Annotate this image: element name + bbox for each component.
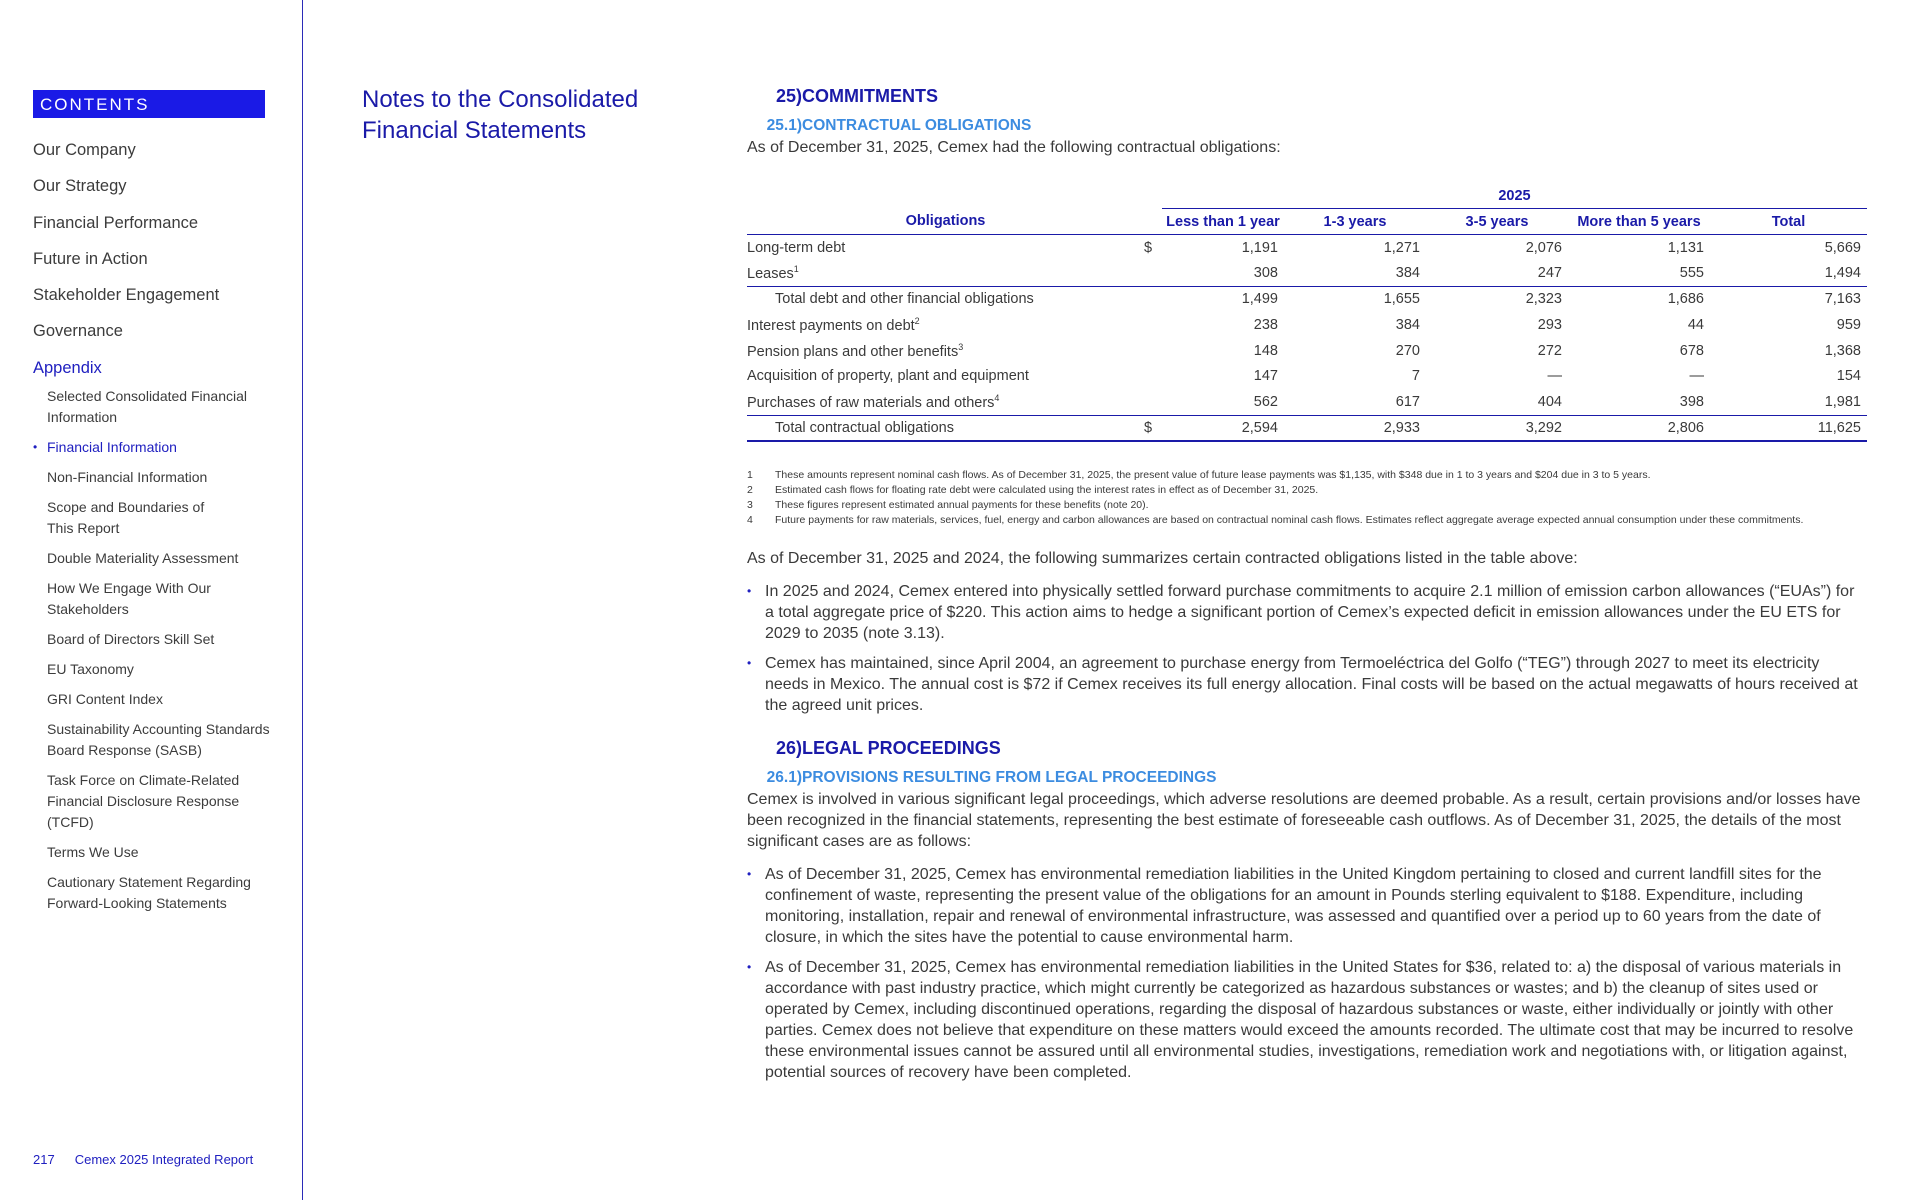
bullet-icon: • — [747, 583, 752, 598]
cell-value: 238 — [1253, 316, 1278, 333]
cell-value: — — [1689, 368, 1704, 385]
cell-value: 293 — [1537, 316, 1562, 333]
sidebar — [0, 0, 303, 1200]
col-header-less-than-1-year: Less than 1 year — [1162, 209, 1284, 235]
section-number: 26) — [775, 737, 802, 758]
cell-value: 7 — [1411, 368, 1420, 385]
bullet-icon: • — [747, 959, 752, 974]
table-row — [747, 364, 1867, 390]
table-row — [747, 312, 1867, 338]
table-subtotal-row — [747, 286, 1867, 312]
cell-value: 2,933 — [1284, 415, 1426, 441]
subnav-item-scope-boundaries[interactable]: Scope and Boundaries of This Report — [47, 499, 205, 536]
cell-value: 272 — [1537, 342, 1562, 359]
appendix-subnav — [33, 386, 295, 923]
footnote-number: 1 — [747, 468, 753, 481]
subnav-item-board-skill-set[interactable]: Board of Directors Skill Set — [47, 631, 215, 647]
currency-sign: $ — [1144, 415, 1162, 441]
subnav-item-selected-financial-info[interactable]: Selected Consolidated Financial Information — [47, 388, 248, 425]
cell-value: 11,625 — [1710, 415, 1867, 441]
nav-item-governance[interactable]: Governance — [33, 322, 123, 341]
bullet-icon: • — [747, 655, 752, 670]
footnote-text: Future payments for raw materials, services, fuel, energy and carbon allowances are based on contractual nominal cash flows. Estimates reflect aggregate average expected annual consumption under these commitments. — [775, 513, 1804, 526]
section-title: COMMITMENTS — [802, 86, 938, 106]
cell-value: 247 — [1537, 265, 1562, 282]
footnote-ref: 3 — [958, 341, 964, 352]
nav-item-our-company[interactable]: Our Company — [33, 141, 136, 159]
subnav-item-eu-taxonomy[interactable]: EU Taxonomy — [47, 661, 134, 677]
nav-item-appendix[interactable]: Appendix — [33, 358, 102, 377]
list-item — [747, 653, 1867, 716]
legal-intro: Cemex is involved in various significant legal proceedings, which adverse resolutions are deemed probable. As a result, certain provisions and/or losses have been recognized in the financial statements, representing the best estimate of foreseeable cash outflows. As of December 31, 2025, the details of the most significant cases are as follows: — [747, 790, 1861, 850]
subsection-title: CONTRACTUAL OBLIGATIONS — [802, 117, 1032, 134]
col-header-3-5-years: 3-5 years — [1426, 209, 1568, 235]
footnote-ref: 1 — [793, 264, 799, 275]
section-title: LEGAL PROCEEDINGS — [802, 737, 1001, 758]
list-item-text: As of December 31, 2025, Cemex has environmental remediation liabilities in the United States for $36, related to: a) the disposal of various materials in accordance with past industry practice, which might currently be categorized as hazardous substances or wastes; and b) the cleanup of sites used or operated by Cemex, including discontinued operations, regarding the disposal of hazardous substances or waste, either individually or jointly with other parties. Cemex does not believe that expenditure on these matters would exceed the amounts recorded. The ultimate cost that may be incurred to resolve these environmental issues cannot be assured until all environmental studies, investigations, remediation work and negotiations with, or litigation against, potential sources of recovery have been completed. — [765, 958, 1854, 1081]
currency-sign: $ — [1144, 239, 1153, 256]
active-bullet-icon: • — [33, 440, 38, 454]
main-content — [747, 86, 1867, 1092]
cell-value: 270 — [1395, 342, 1420, 359]
row-label: Purchases of raw materials and others — [747, 394, 995, 411]
summary-bullets — [747, 581, 1867, 716]
footnote-text: Estimated cash flows for floating rate debt were calculated using the interest rates in effect as of December 31, 2025. — [775, 483, 1319, 496]
currency-sign — [1144, 312, 1162, 338]
nav-item-financial-performance[interactable]: Financial Performance — [33, 213, 199, 232]
subnav-item-tcfd[interactable]: Task Force on Climate-Related Financial Disclosure Response (TCFD) — [47, 772, 240, 830]
footnote — [747, 498, 1867, 513]
main-nav — [33, 136, 293, 390]
list-item — [747, 864, 1867, 948]
row-label: Interest payments on debt — [747, 317, 915, 334]
row-label: Total contractual obligations — [775, 419, 954, 436]
cell-value: 404 — [1537, 394, 1562, 411]
bullet-icon: • — [747, 866, 752, 881]
cell-value: 7,163 — [1710, 286, 1867, 312]
subnav-item-financial-information[interactable] — [33, 437, 295, 458]
list-item-text: In 2025 and 2024, Cemex entered into physically settled forward purchase commitments to acquire 2.1 million of emission carbon allowances (“EUAs”) for a total aggregate price of $220. This action aims to hedge a significant portion of Cemex’s expected deficit in emission allowances under the EU ETS for 2029 to 2035 (note 3.13). — [765, 582, 1855, 642]
footnote-text: These amounts represent nominal cash flows. As of December 31, 2025, the present value of future lease payments was $1,135, with $348 due in 1 to 3 years and $204 due in 3 to 5 years. — [775, 468, 1651, 481]
footnote — [747, 513, 1867, 528]
cell-value: 2,806 — [1568, 415, 1710, 441]
table-footnotes — [747, 468, 1867, 528]
subnav-item-label: Financial Information — [47, 439, 177, 455]
cell-value: 1,131 — [1667, 239, 1704, 256]
cell-value: 617 — [1395, 394, 1420, 411]
footnote — [747, 468, 1867, 483]
col-header-more-than-5-years: More than 5 years — [1568, 209, 1710, 235]
row-label: Pension plans and other benefits — [747, 343, 959, 360]
subnav-item-non-financial-info[interactable]: Non-Financial Information — [47, 469, 208, 485]
page-title: Notes to the Consolidated Financial Statements — [362, 86, 639, 144]
cell-value: 562 — [1253, 394, 1278, 411]
subnav-item-cautionary-statement[interactable]: Cautionary Statement Regarding Forward-Looking Statements — [47, 874, 251, 911]
cell-value: 1,499 — [1162, 286, 1284, 312]
nav-item-our-strategy[interactable]: Our Strategy — [33, 177, 127, 196]
cell-value: 308 — [1253, 265, 1278, 282]
cell-value: 2,076 — [1525, 239, 1562, 256]
cell-value: 1,981 — [1824, 394, 1861, 411]
cell-value: 2,594 — [1162, 415, 1284, 441]
footnote-ref: 2 — [914, 315, 920, 326]
footnote-number: 2 — [747, 483, 753, 496]
table-year-header: 2025 — [1162, 183, 1867, 209]
cell-value: 44 — [1687, 316, 1704, 333]
footnote-number: 4 — [747, 513, 753, 526]
currency-sign — [1144, 364, 1162, 390]
list-item-text: Cemex has maintained, since April 2004, an agreement to purchase energy from Termoeléctrica del Golfo (“TEG”) through 2027 to meet its electricity needs in Mexico. The annual cost is $72 if Cemex receives its full energy allocation. Final costs will be based on the actual megawatts of hours received at the agreed unit prices. — [765, 654, 1858, 714]
cell-value: 959 — [1836, 316, 1861, 333]
row-label: Leases — [747, 265, 794, 282]
col-header-total: Total — [1710, 209, 1867, 235]
footnote-ref: 4 — [994, 393, 1000, 404]
subnav-item-sasb[interactable]: Sustainability Accounting Standards Board Response (SASB) — [47, 721, 270, 758]
footnote — [747, 483, 1867, 498]
cell-value: 1,655 — [1284, 286, 1426, 312]
table-row — [747, 338, 1867, 364]
page-number: 217 — [33, 1152, 55, 1167]
subnav-item-gri-index[interactable]: GRI Content Index — [47, 691, 163, 707]
cell-value: 148 — [1253, 342, 1278, 359]
footnote-text: These figures represent estimated annual payments for these benefits (note 20). — [775, 498, 1149, 511]
subsection-heading-contractual — [747, 117, 1867, 137]
cell-value: 154 — [1836, 368, 1861, 385]
subsection-number: 26.1) — [766, 768, 802, 786]
row-label: Long-term debt — [747, 239, 846, 256]
legal-bullets — [747, 864, 1867, 1083]
subnav-item-stakeholders[interactable]: How We Engage With Our Stakeholders — [47, 580, 211, 617]
nav-item-future-in-action[interactable]: Future in Action — [33, 249, 148, 268]
cell-value: 678 — [1679, 342, 1704, 359]
cell-value: 5,669 — [1824, 239, 1861, 256]
table-header-row — [747, 209, 1867, 235]
cell-value: 1,191 — [1241, 239, 1278, 256]
cell-value: 147 — [1253, 368, 1278, 385]
row-label: Total debt and other financial obligations — [775, 291, 1034, 308]
contents-label[interactable]: CONTENTS — [33, 90, 265, 118]
subsection-heading-provisions — [747, 769, 1867, 789]
cell-value: 398 — [1679, 394, 1704, 411]
list-item — [747, 581, 1867, 644]
section-heading-legal — [747, 738, 1867, 762]
list-item — [747, 957, 1867, 1083]
currency-sign — [1144, 389, 1162, 415]
report-name: Cemex 2025 Integrated Report — [74, 1152, 254, 1167]
currency-sign — [1144, 260, 1162, 286]
nav-item-stakeholder-engagement[interactable]: Stakeholder Engagement — [33, 286, 220, 305]
cell-value: 555 — [1679, 265, 1704, 282]
cell-value: 1,494 — [1824, 265, 1861, 282]
section-heading-commitments — [747, 86, 1867, 110]
summary-intro: As of December 31, 2025 and 2024, the following summarizes certain contracted obligations listed in the table above: — [747, 549, 1578, 567]
contractual-obligations-table — [747, 183, 1867, 442]
cell-value: 2,323 — [1426, 286, 1568, 312]
col-header-1-3-years: 1-3 years — [1284, 209, 1426, 235]
table-total-row — [747, 415, 1867, 441]
currency-sign — [1144, 286, 1162, 312]
currency-sign — [1144, 338, 1162, 364]
section-number: 25) — [775, 86, 802, 106]
list-item-text: As of December 31, 2025, Cemex has environmental remediation liabilities in the United Kingdom pertaining to closed and current landfill sites for the confinement of waste, representing the present value of the obligations for an amount in Pounds sterling equivalent to $188. Expenditure, including monitoring, installation, repair and renewal of environmental infrastructure, was assessed and quantified over a period up to 60 years from the date of closure, in which the sites have the potential to cause environmental harm. — [765, 865, 1822, 946]
cell-value: 384 — [1395, 265, 1420, 282]
table-row — [747, 235, 1867, 261]
cell-value: 1,686 — [1568, 286, 1710, 312]
subsection-number: 25.1) — [766, 117, 802, 134]
cell-value: 384 — [1395, 316, 1420, 333]
subnav-item-terms[interactable]: Terms We Use — [47, 844, 139, 860]
cell-value: 1,271 — [1383, 239, 1420, 256]
footnote-number: 3 — [747, 498, 753, 511]
cell-value: 3,292 — [1426, 415, 1568, 441]
subnav-item-double-materiality[interactable]: Double Materiality Assessment — [47, 550, 239, 566]
subsection-title: PROVISIONS RESULTING FROM LEGAL PROCEEDINGS — [802, 768, 1217, 786]
col-header-obligations: Obligations — [747, 209, 1144, 235]
row-label: Acquisition of property, plant and equipment — [747, 368, 1029, 385]
commitments-intro: As of December 31, 2025, Cemex had the following contractual obligations: — [747, 139, 1281, 156]
cell-value: 1,368 — [1824, 342, 1861, 359]
table-row — [747, 389, 1867, 415]
cell-value: — — [1547, 368, 1562, 385]
table-row — [747, 260, 1867, 286]
page-footer — [33, 1152, 273, 1167]
